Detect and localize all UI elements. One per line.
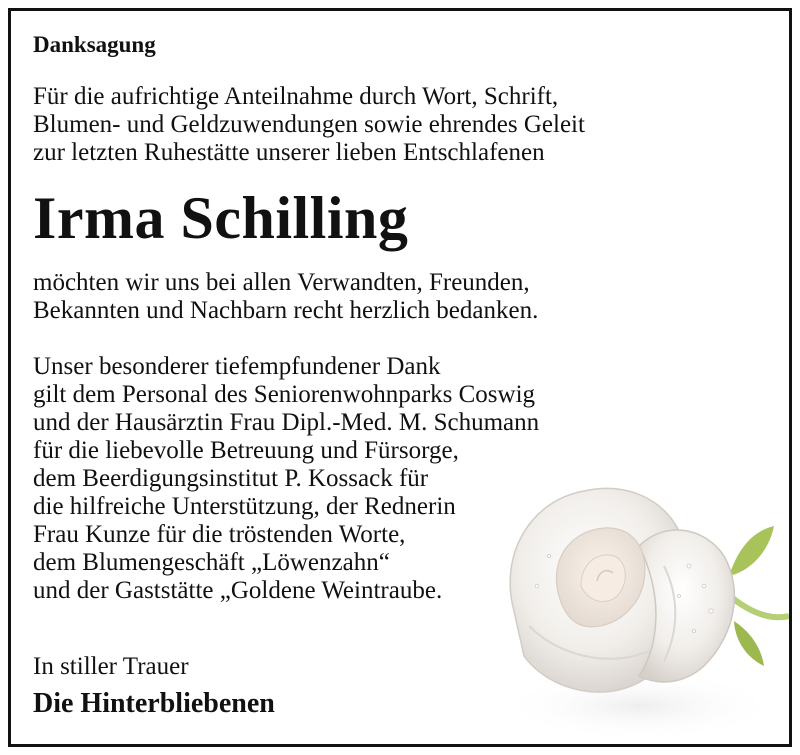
intro-line: Blumen- und Geldzuwendungen sowie ehrendes Geleit	[33, 111, 585, 138]
intro-line: zur letzten Ruhestätte unserer lieben Entschlafenen	[33, 139, 545, 166]
intro-line: Für die aufrichtige Anteilnahme durch Wort, Schrift,	[33, 83, 559, 110]
thanks-line: Bekannten und Nachbarn recht herzlich bedanken.	[33, 297, 539, 324]
notice-heading: Danksagung	[33, 32, 156, 57]
signature: Die Hinterbliebenen	[33, 688, 275, 719]
special-thanks-line: gilt dem Personal des Seniorenwohnparks Coswig	[33, 381, 536, 408]
obituary-notice	[8, 8, 792, 747]
special-thanks-line: dem Beerdigungsinstitut P. Kossack für	[33, 465, 429, 492]
special-thanks-line: und der Hausärztin Frau Dipl.-Med. M. Schumann	[33, 409, 540, 436]
thanks-line: möchten wir uns bei allen Verwandten, Freunden,	[33, 269, 530, 296]
special-thanks-paragraph	[33, 353, 539, 605]
intro-paragraph	[33, 83, 585, 167]
closing-text: In stiller Trauer	[33, 653, 189, 680]
special-thanks-line: Unser besonderer tiefempfundener Dank	[33, 353, 441, 380]
special-thanks-line: die hilfreiche Unterstützung, der Rednerin	[33, 493, 456, 520]
special-thanks-line: für die liebevolle Betreuung und Fürsorge,	[33, 437, 459, 464]
special-thanks-line: dem Blumengeschäft „Löwenzahn“	[33, 549, 390, 576]
special-thanks-line: Frau Kunze für die tröstenden Worte,	[33, 521, 406, 548]
thanks-paragraph	[33, 269, 538, 325]
deceased-name: Irma Schilling	[33, 185, 409, 251]
white-rose-image	[489, 436, 789, 746]
special-thanks-line: und der Gaststätte „Goldene Weintraube.	[33, 577, 443, 604]
